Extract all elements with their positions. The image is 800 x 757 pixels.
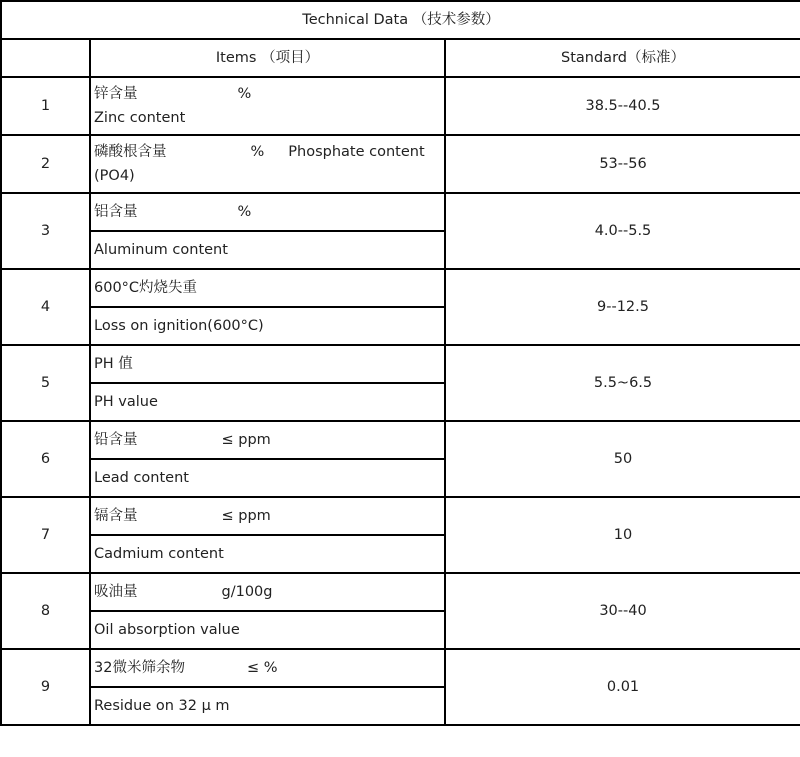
item-name-en: Zinc content [94,110,186,126]
standard-value: 53--56 [445,135,800,193]
standard-value: 4.0--5.5 [445,193,800,269]
row-number: 2 [1,135,90,193]
item-name-zh: 吸油量 [94,584,138,600]
item-cell-zh [90,649,445,687]
item-unit: g/100g [221,584,273,600]
item-unit: % [237,204,252,220]
item-name-zh: 镉含量 [94,508,138,524]
row-number: 6 [1,421,90,497]
item-cell-zh [90,573,445,611]
item-cell-zh [90,497,445,535]
item-name-zh: 铅含量 [94,432,138,448]
row-number: 5 [1,345,90,421]
header-items: Items （项目） [90,39,445,77]
item-name-en: Oil absorption value [90,611,445,649]
item-cell-zh [90,193,445,231]
item-name-en: Aluminum content [90,231,445,269]
row-number: 8 [1,573,90,649]
standard-value: 0.01 [445,649,800,725]
row-number: 9 [1,649,90,725]
item-name-zh: 磷酸根含量 [94,144,167,160]
header-no [1,39,90,77]
item-name-en: Lead content [90,459,445,497]
item-cell-zh [90,269,445,307]
item-name-zh: 铝含量 [94,204,138,220]
item-name-en-continued: (PO4) [94,168,135,184]
item-unit: % [250,144,265,160]
row-number: 1 [1,77,90,135]
item-unit: % [237,86,252,102]
item-name-en: PH value [90,383,445,421]
header-standard: Standard（标准） [445,39,800,77]
standard-value: 50 [445,421,800,497]
item-name-zh: 锌含量 [94,86,138,102]
table-title: Technical Data （技术参数） [1,1,800,39]
item-name-zh: 600°C灼烧失重 [94,280,198,296]
item-unit: ≤ ppm [221,508,271,524]
row-number: 3 [1,193,90,269]
standard-value: 30--40 [445,573,800,649]
item-cell-zh [90,345,445,383]
standard-value: 10 [445,497,800,573]
item-name-en: Loss on ignition(600°C) [90,307,445,345]
item-cell [90,135,445,193]
item-unit: ≤ ppm [221,432,271,448]
standard-value: 38.5--40.5 [445,77,800,135]
item-cell-zh [90,421,445,459]
item-unit: ≤ % [246,660,278,676]
standard-value: 5.5~6.5 [445,345,800,421]
row-number: 7 [1,497,90,573]
item-name-en: Residue on 32 μ m [90,687,445,725]
item-name-zh: PH 值 [94,356,133,372]
item-name-zh: 32微米筛余物 [94,660,185,676]
item-name-en: Phosphate content [288,144,425,160]
item-name-en: Cadmium content [90,535,445,573]
item-cell [90,77,445,135]
row-number: 4 [1,269,90,345]
standard-value: 9--12.5 [445,269,800,345]
